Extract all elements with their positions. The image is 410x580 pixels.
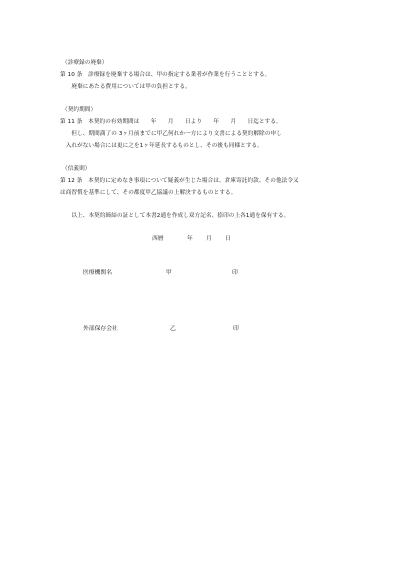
party-2-seal: 印 (233, 326, 239, 332)
party-1-name: 医療機関名 (83, 270, 112, 276)
section-heading-term: （契約期間） (62, 107, 97, 113)
section-heading-good-faith: （信義則） (62, 166, 91, 172)
article-10-line-2: 廃棄にあたる費用については甲の負担とする。 (60, 84, 191, 90)
article-11-line-1: 第 11 条 本契約の有効期間は 年 月 日より 年 月 日迄とする。 (60, 119, 282, 125)
article-10-line-1: 第 10 条 診療録を廃棄する場合は、甲の指定する業者が作業を行うこととする。 (60, 72, 271, 78)
date-day-label: 日 (225, 236, 231, 242)
date-era-label: 西暦 (152, 236, 164, 242)
party-2-name: 外部保存会社 (83, 326, 118, 332)
article-11-line-3: 入れがない場合には更に之を1ヶ年延長するものとし、その後も同様とする。 (60, 143, 263, 149)
article-12-line-1: 第 12 条 本契約に定めなき事項について疑義が生じた場合は、倉庫寄託約款、その他法令又 (60, 178, 299, 184)
party-2-role: 乙 (170, 326, 176, 332)
closing-statement: 以上、本契約締結の証として本書2通を作成し双方記名、捺印の上各1通を保有する。 (60, 213, 290, 219)
article-12-line-2: は商習慣を基準にして、その都度甲乙協議の上解決するものとする。 (60, 190, 237, 196)
party-1-seal: 印 (232, 270, 238, 276)
article-11-line-2: 但し、期間満了の 3ヶ月前までに甲乙何れか一方により文書による契約解除の申し (60, 131, 282, 137)
party-1-role: 甲 (166, 270, 172, 276)
date-year-label: 年 (187, 236, 193, 242)
section-heading-disposal: （診療録の廃棄） (62, 60, 108, 66)
date-month-label: 月 (206, 236, 212, 242)
